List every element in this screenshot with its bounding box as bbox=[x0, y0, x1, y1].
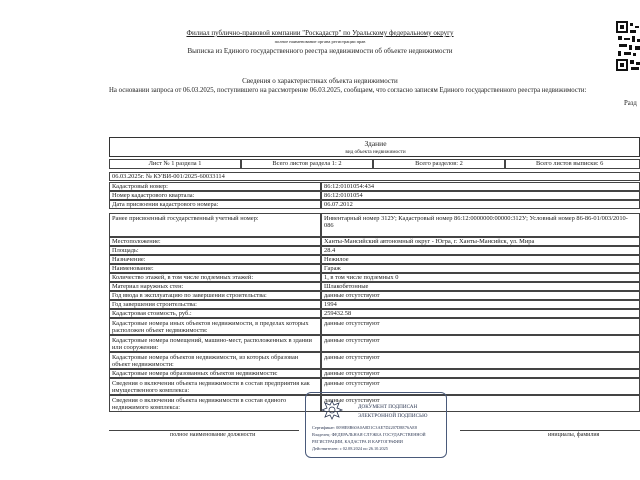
row-value: Гараж bbox=[321, 264, 640, 273]
stamp-certificate: Сертификат: 0098E8B60A0A8D1C3AE7D2207D8E76AE8 bbox=[312, 425, 418, 430]
qr-code-icon bbox=[616, 20, 640, 74]
row-label: Наименование: bbox=[109, 264, 321, 273]
section-title: Сведения о характеристиках объекта недвижимости bbox=[242, 77, 398, 85]
row-label: Местоположение: bbox=[109, 237, 321, 246]
row-value: 1, в том числе подземных 0 bbox=[321, 273, 640, 282]
row-value: Ханты-Мансийский автономный округ - Югра, г. Ханты-Мансийск, ул. Мира bbox=[321, 237, 640, 246]
row-value: данные отсутствуют bbox=[321, 378, 640, 395]
initials-line bbox=[460, 430, 640, 431]
stamp-owner-cont: РЕГИСТРАЦИИ, КАДАСТРА И КАРТОГРАФИИ bbox=[312, 439, 403, 444]
object-kind-box bbox=[109, 137, 640, 157]
row-value: данные отсутствуют bbox=[321, 369, 640, 378]
row-label: Площадь: bbox=[109, 246, 321, 255]
e-signature-stamp bbox=[305, 392, 447, 458]
row-label: Кадастровые номера помещений, машино-мест, расположенных в здании или сооружении: bbox=[109, 335, 321, 352]
object-kind: Здание bbox=[364, 139, 387, 148]
row-value: 86:12:0101054 bbox=[321, 191, 640, 200]
row-value: данные отсутствуют bbox=[321, 318, 640, 335]
stamp-title: ДОКУМЕНТ ПОДПИСАН bbox=[358, 404, 418, 410]
position-line bbox=[109, 430, 299, 431]
row-label: Год ввода в эксплуатацию по завершении строительства: bbox=[109, 291, 321, 300]
row-label: Год завершения строительства: bbox=[109, 300, 321, 309]
row-label: Сведения о включении объекта недвижимости в состав единого недвижимого комплекса: bbox=[109, 395, 321, 412]
row-value: 86:12:0101054:434 bbox=[321, 182, 640, 191]
total-sections: Всего разделов: 2 bbox=[373, 159, 505, 169]
initials-label: инициалы, фамилия bbox=[548, 432, 600, 438]
row-label: Дата присвоения кадастрового номера: bbox=[109, 200, 321, 209]
row-label: Номер кадастрового квартала: bbox=[109, 191, 321, 200]
coat-of-arms-icon bbox=[320, 399, 344, 421]
row-label: Кадастровый номер: bbox=[109, 182, 321, 191]
document-number: 06.03.2025г. № КУВИ-001/2025-60033114 bbox=[109, 172, 640, 181]
basis-text: На основании запроса от 06.03.2025, поступившего на рассмотрение 06.03.2025, сообщаем, что согласно записям Единого государственного реестра недвижимости: bbox=[109, 87, 587, 94]
total-sheets-section: Всего листов раздела 1: 2 bbox=[241, 159, 373, 169]
extract-title: Выписка из Единого государственного реестра недвижимости об объекте недвижимости bbox=[187, 47, 453, 55]
org-name: Филиал публично-правовой компании "Роскадастр" по Уральскому федеральному округу bbox=[186, 29, 454, 37]
row-label: Кадастровая стоимость, руб.: bbox=[109, 309, 321, 318]
row-label: Ранее присвоенный государственный учетный номер: bbox=[109, 213, 321, 237]
row-value: Шлакобетонные bbox=[321, 282, 640, 291]
position-label: полное наименование должности bbox=[170, 432, 256, 438]
row-label: Сведения о включении объекта недвижимости в состав предприятия как имущественного комплекса: bbox=[109, 378, 321, 395]
row-label: Кадастровые номера иных объектов недвижимости, в пределах которых расположен объект недвижимости: bbox=[109, 318, 321, 335]
row-label: Кадастровые номера объектов недвижимости, из которых образован объект недвижимости: bbox=[109, 352, 321, 369]
org-subtitle: полное наименование органа регистрации прав bbox=[274, 39, 366, 44]
row-value: данные отсутствуют bbox=[321, 395, 640, 412]
sheet-number: Лист № 1 раздела 1 bbox=[109, 159, 241, 169]
row-value: 28.4 bbox=[321, 246, 640, 255]
stamp-validity: Действителен: с 02.08.2024 по 26.10.2025 bbox=[312, 446, 388, 451]
row-label: Количество этажей, в том числе подземных этажей: bbox=[109, 273, 321, 282]
stamp-owner: Владелец: ФЕДЕРАЛЬНАЯ СЛУЖБА ГОСУДАРСТВЕННОЙ bbox=[312, 432, 426, 437]
row-label: Назначение: bbox=[109, 255, 321, 264]
row-value: 259432.58 bbox=[321, 309, 640, 318]
row-value: данные отсутствуют bbox=[321, 352, 640, 369]
row-value: данные отсутствуют bbox=[321, 335, 640, 352]
razdel-label: Разд bbox=[624, 100, 637, 107]
total-extract-sheets: Всего листов выписки: 6 bbox=[505, 159, 640, 169]
row-value: 06.07.2012 bbox=[321, 200, 640, 209]
stamp-subtitle: ЭЛЕКТРОННОЙ ПОДПИСЬЮ bbox=[358, 413, 428, 419]
row-value: данные отсутствуют bbox=[321, 291, 640, 300]
row-value: Нежилое bbox=[321, 255, 640, 264]
object-kind-subtitle: вид объекта недвижимости bbox=[345, 149, 406, 155]
row-label: Материал наружных стен: bbox=[109, 282, 321, 291]
row-value: Инвентарный номер 312У; Кадастровый номер 86:12:0000000:00000:312У; Условный номер 86-86-01/003/2010-086 bbox=[321, 213, 640, 237]
row-value: 1994 bbox=[321, 300, 640, 309]
row-label: Кадастровые номера образованных объектов недвижимости: bbox=[109, 369, 321, 378]
